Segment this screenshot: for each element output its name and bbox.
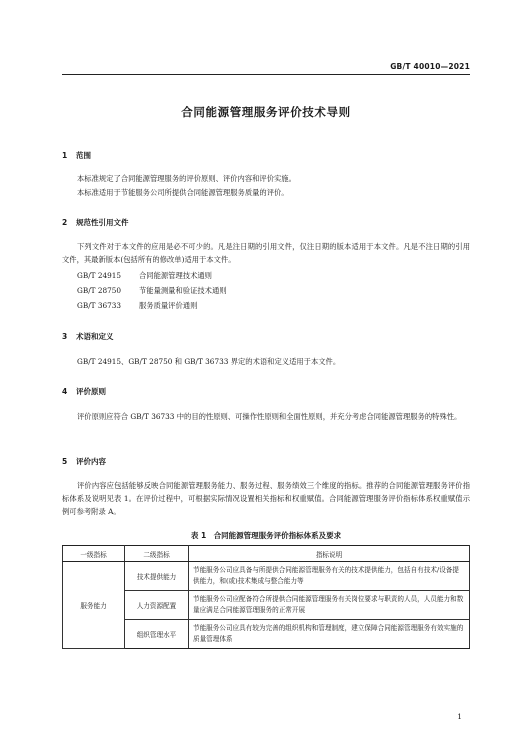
reference-item (77, 270, 212, 282)
section-title: 评价原则 (76, 387, 106, 396)
section-1-paragraph-2: 本标准适用于节能服务公司所提供合同能源管理服务质量的评价。 (77, 188, 289, 197)
section-5-paragraph-1: 评价内容应包括能够反映合同能源管理服务能力、服务过程、服务绩效三个维度的指标。推荐的合同能源管理服务评价指标体系及说明见表 1。在评价过程中，可根据实际情况设置相关指标和权重赋值。合同能源管理服务评价指标体系权重赋值示例可参考附录 A。 (62, 481, 470, 516)
table-row (63, 562, 470, 591)
table-caption: 表 1 合同能源管理服务评价指标体系及要求 (190, 531, 342, 540)
first-level-indicator: 服务能力 (63, 562, 125, 649)
document-title: 合同能源管理服务评价技术导则 (181, 105, 351, 119)
section-2-paragraph-1: 下列文件对于本文件的应用是必不可少的。凡是注日期的引用文件，仅注日期的版本适用于本文件。凡是不注日期的引用文件，其最新版本(包括所有的修改单)适用于本文件。 (62, 242, 470, 264)
standard-code: GB/T 40010—2021 (390, 62, 470, 71)
section-4-paragraph-1: 评价原则应符合 GB/T 36733 中的目的性原则、可操作性原则和全面性原则，并充分考虑合同能源管理服务的特殊性。 (77, 412, 462, 421)
column-header: 二级指标 (125, 546, 189, 562)
indicator-description: 节能服务公司应具备与所提供合同能源管理服务有关的技术提供能力，包括自有技术/设备提供能力，和(或)技术集成与整合能力等 (189, 562, 470, 591)
section-3-heading (62, 331, 114, 342)
reference-item (77, 285, 227, 297)
reference-title: 服务质量评价通则 (139, 301, 198, 310)
table-row (63, 591, 470, 620)
column-header: 指标说明 (189, 546, 470, 562)
section-number: 4 (62, 387, 68, 396)
second-level-indicator: 组织管理水平 (125, 620, 189, 649)
section-2-heading (62, 217, 129, 228)
section-number: 1 (62, 151, 68, 160)
section-number: 3 (62, 332, 68, 341)
indicator-description: 节能服务公司应具有较为完善的组织机构和管理制度，建立保障合同能源管理服务有效实施的质量管理体系 (189, 620, 470, 649)
section-number: 2 (62, 218, 68, 227)
page-number: 1 (457, 712, 462, 721)
reference-code: GB/T 36733 (77, 301, 122, 310)
evaluation-indicator-table (62, 545, 470, 649)
section-5-heading (62, 456, 106, 467)
section-title: 评价内容 (76, 457, 106, 466)
second-level-indicator: 人力资源配置 (125, 591, 189, 620)
header-rule (62, 74, 470, 75)
section-title: 范围 (76, 151, 91, 160)
indicator-description: 节能服务公司应配备符合所提供合同能源管理服务有关岗位要求与职责的人员，人员能力和数量应满足合同能源管理服务的正常开展 (189, 591, 470, 620)
reference-title: 合同能源管理技术通则 (139, 271, 212, 280)
reference-code: GB/T 24915 (77, 271, 122, 280)
section-title: 规范性引用文件 (76, 218, 129, 227)
table-header-row (63, 546, 470, 562)
section-4-heading (62, 386, 106, 397)
section-3-paragraph-1: GB/T 24915、GB/T 28750 和 GB/T 36733 界定的术语和定义适用于本文件。 (77, 357, 341, 366)
reference-item (77, 300, 197, 312)
section-title: 术语和定义 (76, 332, 114, 341)
second-level-indicator: 技术提供能力 (125, 562, 189, 591)
column-header: 一级指标 (63, 546, 125, 562)
table-row (63, 620, 470, 649)
reference-code: GB/T 28750 (77, 286, 122, 295)
section-1-paragraph-1: 本标准规定了合同能源管理服务的评价原则、评价内容和评价实施。 (77, 174, 296, 183)
section-number: 5 (62, 457, 68, 466)
section-1-heading (62, 150, 91, 161)
reference-title: 节能量测量和验证技术通则 (139, 286, 227, 295)
